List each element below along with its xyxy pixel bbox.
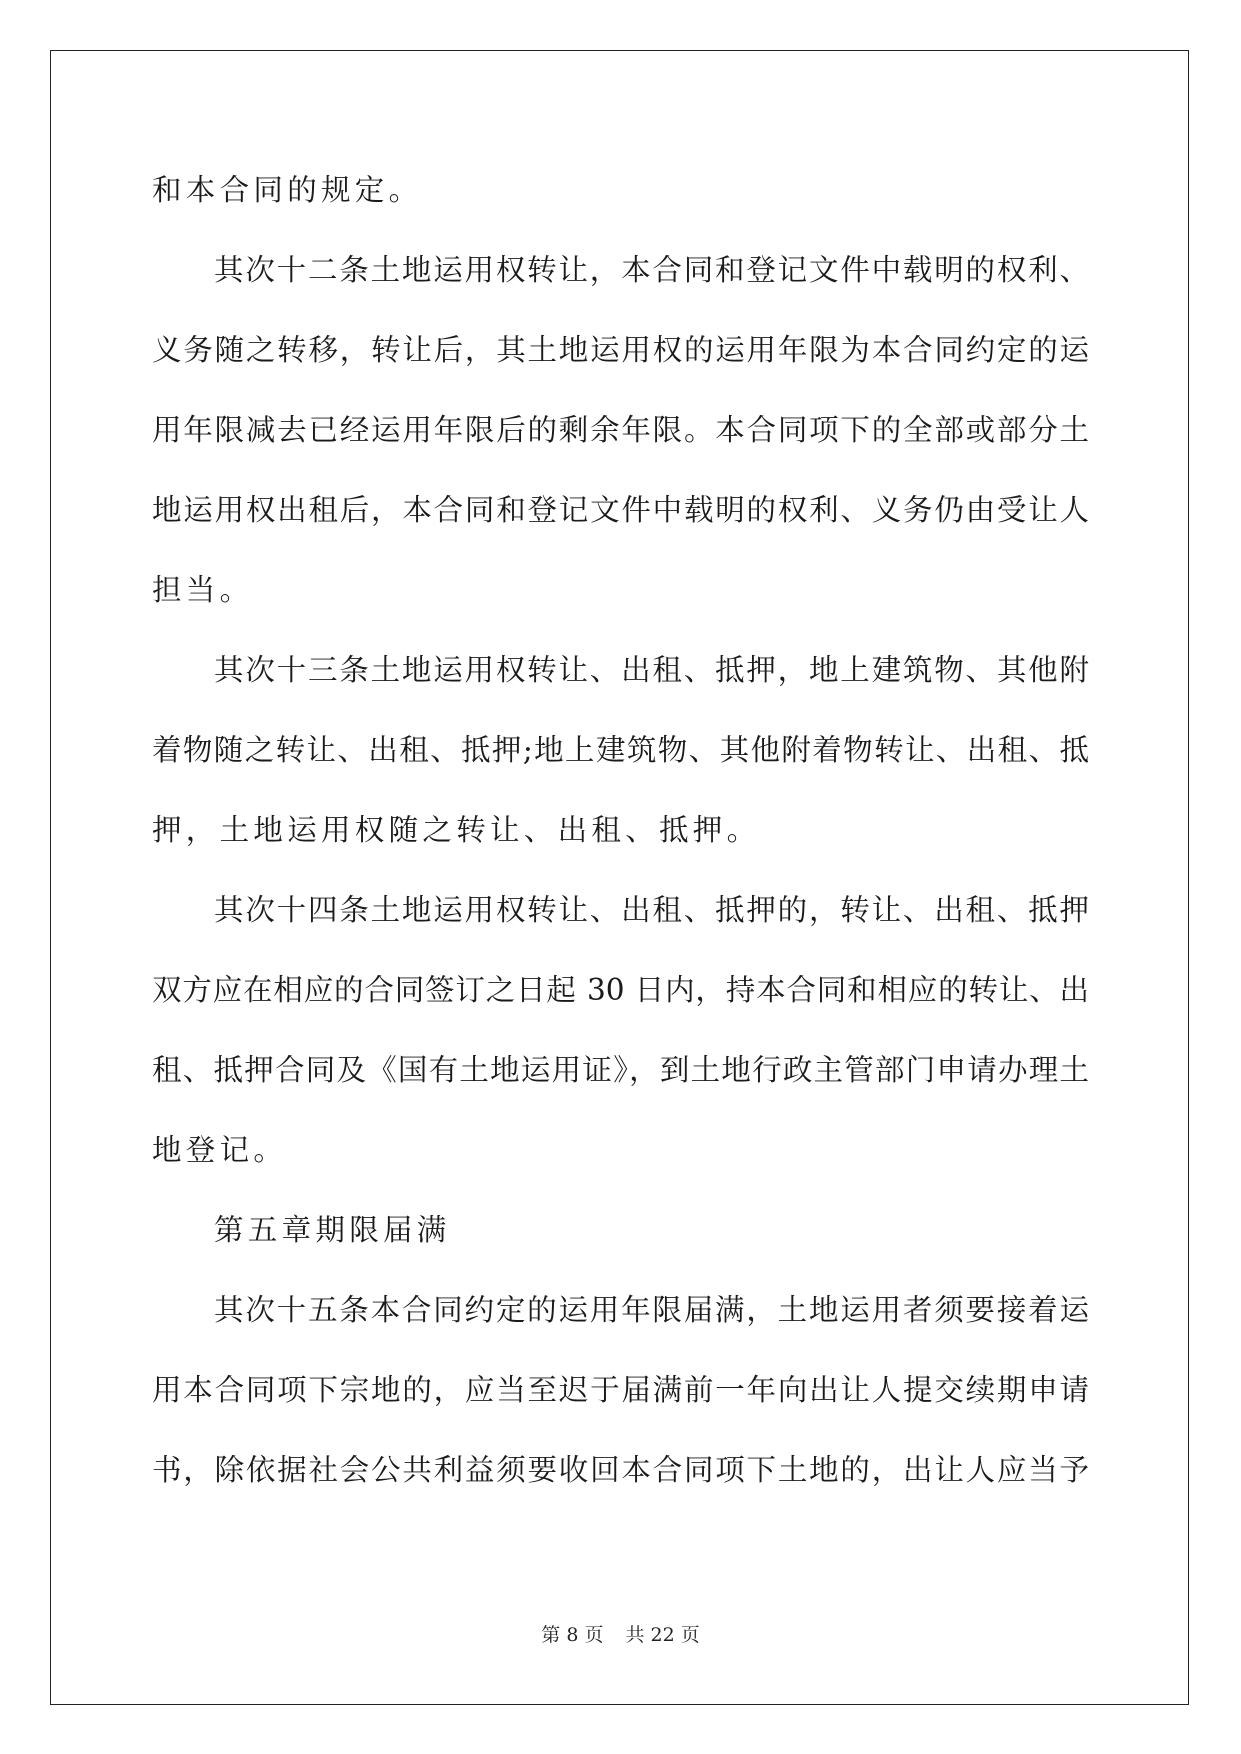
text-line: 租、抵押合同及《国有土地运用证》，到土地行政主管部门申请办理土 xyxy=(152,1053,1089,1087)
text-line: 着物随之转让、出租、抵押;地上建筑物、其他附着物转让、出租、抵 xyxy=(152,733,1089,767)
text-line: 第五章期限届满 xyxy=(214,1213,451,1247)
text-line: 地登记。 xyxy=(152,1133,288,1167)
document-body xyxy=(152,150,1089,1510)
text-line: 用年限减去已经运用年限后的剩余年限。本合同项下的全部或部分土 xyxy=(152,413,1089,447)
text-line: 书，除依据社会公共利益须要收回本合同项下土地的，出让人应当予 xyxy=(152,1453,1089,1487)
text-line: 其次十二条土地运用权转让，本合同和登记文件中载明的权利、 xyxy=(214,253,1089,287)
text-line: 押，土地运用权随之转让、出租、抵押。 xyxy=(152,813,761,847)
text-line: 义务随之转移，转让后，其土地运用权的运用年限为本合同约定的运 xyxy=(152,333,1089,367)
text-line: 其次十五条本合同约定的运用年限届满，土地运用者须要接着运 xyxy=(214,1293,1089,1327)
page-number: 第 8 页 xyxy=(541,1624,604,1646)
text-line: 双方应在相应的合同签订之日起 30 日内，持本合同和相应的转让、出 xyxy=(152,973,1089,1007)
text-line: 其次十四条土地运用权转让、出租、抵押的，转让、出租、抵押 xyxy=(214,893,1089,927)
page-footer xyxy=(0,1620,1241,1647)
text-line: 用本合同项下宗地的，应当至迟于届满前一年向出让人提交续期申请 xyxy=(152,1373,1089,1407)
text-line: 和本合同的规定。 xyxy=(152,173,423,207)
total-pages: 共 22 页 xyxy=(625,1624,700,1646)
text-line: 其次十三条土地运用权转让、出租、抵押，地上建筑物、其他附 xyxy=(214,653,1089,687)
text-line: 地运用权出租后，本合同和登记文件中载明的权利、义务仍由受让人 xyxy=(152,493,1089,527)
text-line: 担当。 xyxy=(152,573,254,607)
